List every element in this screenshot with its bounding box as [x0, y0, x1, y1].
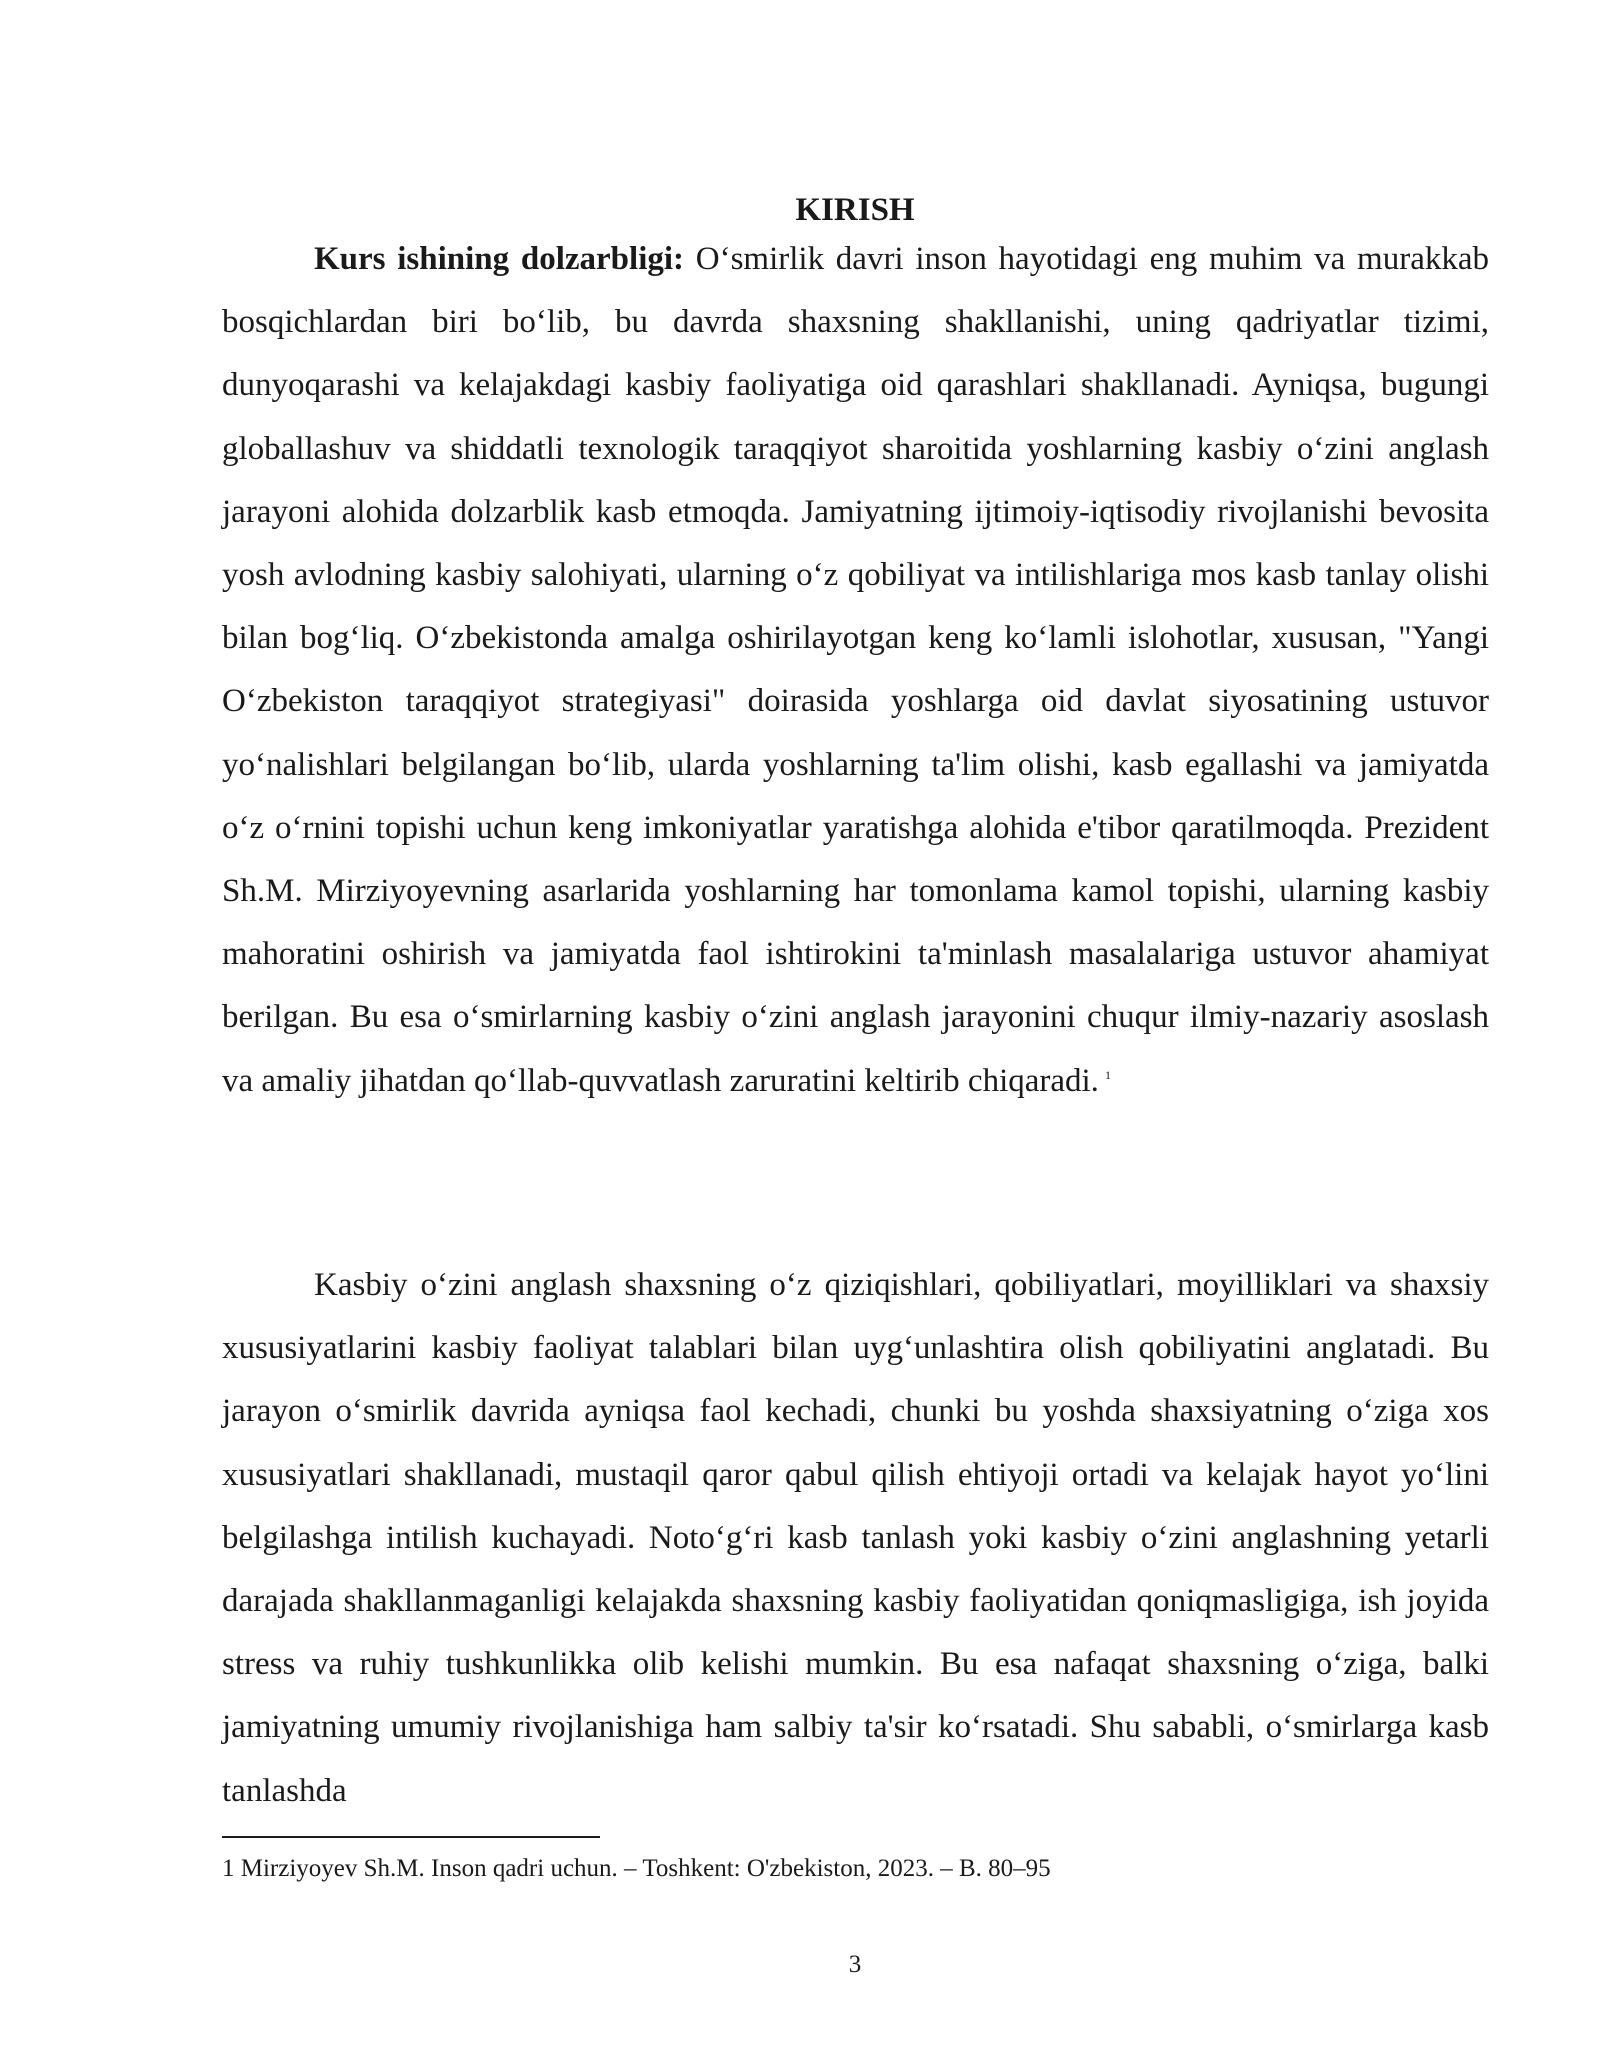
page-number: 3 [848, 1951, 862, 1978]
footnote-separator [222, 1836, 600, 1838]
paragraph-relevance [222, 228, 1489, 1113]
paragraph-text: O‘smirlik davri inson hayotidagi eng muhim va murakkab bosqichlardan biri bo‘lib, bu davrda shaxsning shakllanishi, uning qadriyatlar tizimi, dunyoqarashi va kelajakdagi kasbiy faoliyatiga oid qarashlari shakllanadi. Ayniqsa, bugungi globallashuv va shiddatli texnologik taraqqiyot sharoitida yoshlarning kasbiy o‘zini anglash jarayoni alohida dolzarblik kasb etmoqda. Jamiyatning ijtimoiy-iqtisodiy rivojlanishi bevosita yosh avlodning kasbiy salohiyati, ularning o‘z qobiliyat va intilishlariga mos kasb tanlay olishi bilan bog‘liq. O‘zbekistonda amalga oshirilayotgan keng ko‘lamli islohotlar, xususan, "Yangi O‘zbekiston taraqqiyot strategiyasi" doirasida yoshlarga oid davlat siyosatining ustuvor yo‘nalishlari belgilangan bo‘lib, ularda yoshlarning ta'lim olishi, kasb egallashi va jamiyatda o‘z o‘rnini topishi uchun keng imkoniyatlar yaratishga alohida e'tibor qaratilmoqda. Prezident Sh.M. Mirziyoyevning asarlarida yoshlarning har tomonlama kamol topishi, ularning kasbiy mahoratini oshirish va jamiyatda faol ishtirokini ta'minlash masalalariga ustuvor ahamiyat berilgan. Bu esa o‘smirlarning kasbiy o‘zini anglash jarayonini chuqur ilmiy-nazariy asoslash va amaliy jihatdan qo‘llab-quvvatlash zaruratini keltirib chiqaradi. [222, 241, 1489, 1099]
section-heading: KIRISH [795, 192, 915, 228]
paragraph-self-awareness: Kasbiy o‘zini anglash shaxsning o‘z qiziqishlari, qobiliyatlari, moyilliklari va shaxsiy xususiyatlarini kasbiy faoliyat talablari bilan uyg‘unlashtira olish qobiliyatini anglatadi. Bu jarayon o‘smirlik davrida ayniqsa faol kechadi, chunki bu yoshda shaxsiyatning o‘ziga xos xususiyatlari shakllanadi, mustaqil qaror qabul qilish ehtiyoji ortadi va kelajak hayot yo‘lini belgilashga intilish kuchayadi. Noto‘g‘ri kasb tanlash yoki kasbiy o‘zini anglashning yetarli darajada shakllanmaganligi kelajakda shaxsning kasbiy faoliyatidan qoniqmasligiga, ish joyida stress va ruhiy tushkunlikka olib kelishi mumkin. Bu esa nafaqat shaxsning o‘ziga, balki jamiyatning umumiy rivojlanishiga ham salbiy ta'sir ko‘rsatadi. Shu sababli, o‘smirlarga kasb tanlashda [222, 1267, 1489, 1809]
footnote-reference[interactable]: 1 [1104, 1067, 1111, 1082]
paragraph-lead: Kurs ishining dolzarbligi: [314, 241, 685, 277]
footnote-text: 1 Mirziyoyev Sh.M. Inson qadri uchun. – Toshkent: O'zbekiston, 2023. – B. 80–95 [222, 1855, 1051, 1882]
